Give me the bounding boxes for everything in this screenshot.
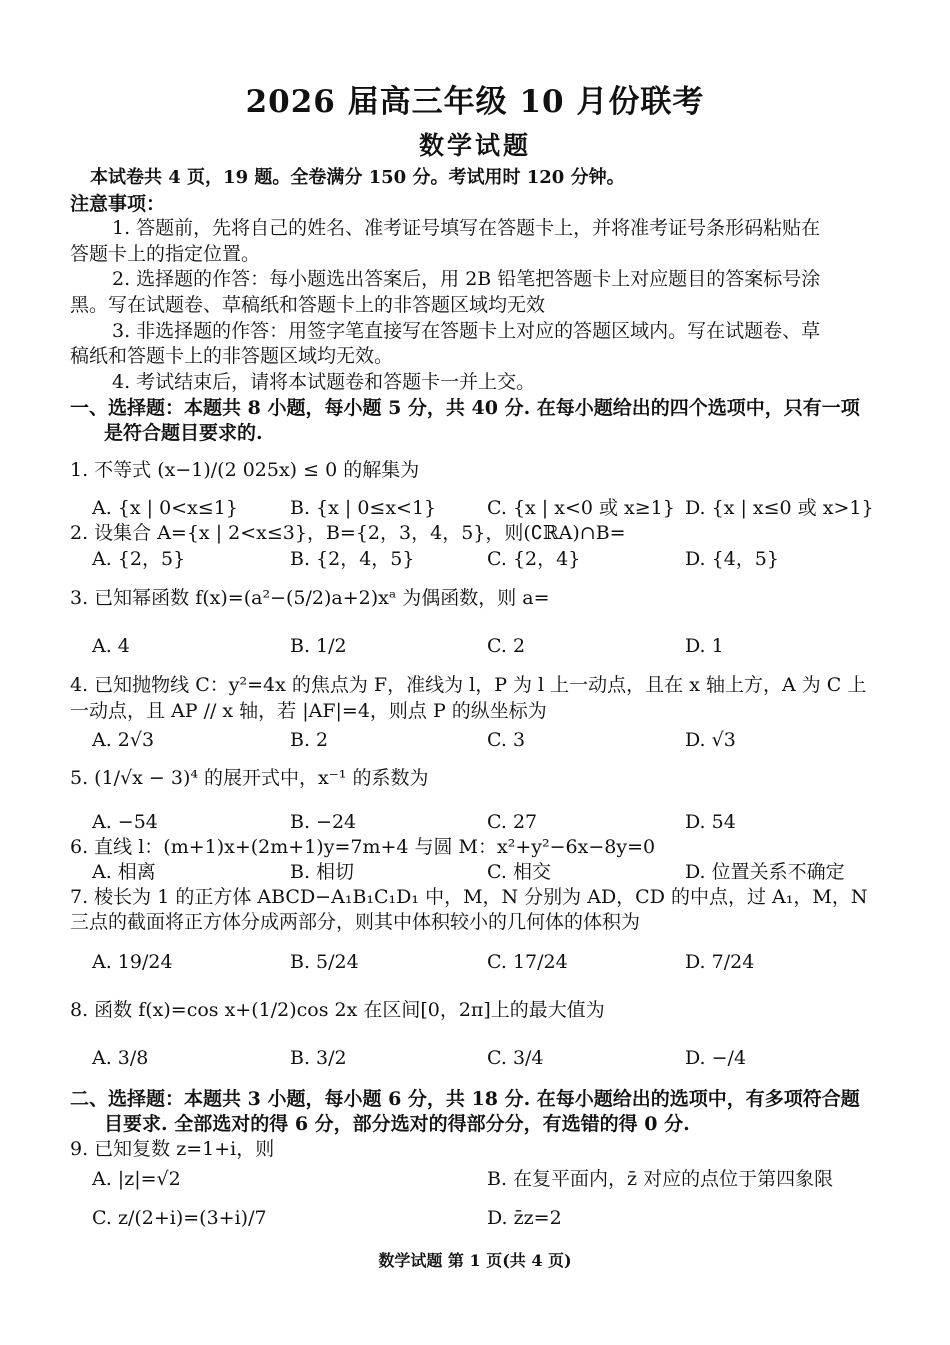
- q7-option-a: A. 19/24: [92, 951, 173, 973]
- q9-option-b: B. 在复平面内，z̄ 对应的点位于第四象限: [487, 1168, 834, 1190]
- note-4: 4. 考试结束后，请将本试题卷和答题卡一并上交。: [112, 371, 536, 393]
- q6-option-d: D. 位置关系不确定: [685, 861, 845, 883]
- q2-stem: 2. 设集合 A={x | 2<x≤3}，B={2，3，4，5}，则(∁ℝA)∩B=: [70, 522, 626, 544]
- q9-option-a: A. |z|=√2: [92, 1168, 181, 1190]
- q8-option-b: B. 3/2: [290, 1047, 347, 1069]
- page-footer: 数学试题 第 1 页(共 4 页): [378, 1251, 572, 1270]
- q1-option-c: C. {x | x<0 或 x≥1}: [487, 497, 675, 519]
- q8-option-c: C. 3/4: [487, 1047, 544, 1069]
- exam-info: 本试卷共 4 页，19 题。全卷满分 150 分。考试用时 120 分钟。: [90, 167, 625, 188]
- q6-option-c: C. 相交: [487, 861, 551, 883]
- section-1-line-1: 一、选择题：本题共 8 小题，每小题 5 分，共 40 分. 在每小题给出的四个选项中，只有一项: [70, 397, 860, 419]
- note-2-line-2: 黑。写在试题卷、草稿纸和答题卡上的非答题区域均无效: [70, 294, 546, 316]
- notes-heading: 注意事项：: [70, 193, 166, 215]
- q6-option-b: B. 相切: [290, 861, 355, 883]
- q4-option-c: C. 3: [487, 729, 526, 751]
- exam-subtitle: 数学试题: [418, 131, 531, 160]
- q8-option-a: A. 3/8: [92, 1047, 149, 1069]
- q7-option-b: B. 5/24: [290, 951, 359, 973]
- note-1-line-2: 答题卡上的指定位置。: [70, 243, 261, 265]
- q4-option-a: A. 2√3: [92, 729, 155, 751]
- q5-option-a: A. −54: [92, 811, 158, 833]
- note-1-line-1: 1. 答题前，先将自己的姓名、准考证号填写在答题卡上，并将准考证号条形码粘贴在: [112, 217, 821, 239]
- section-2-line-1: 二、选择题：本题共 3 小题，每小题 6 分，共 18 分. 在每小题给出的选项中，有多项符合题: [70, 1088, 860, 1110]
- q9-stem: 9. 已知复数 z=1+i，则: [70, 1138, 275, 1160]
- q5-stem: 5. (1/√x − 3)⁴ 的展开式中，x⁻¹ 的系数为: [70, 767, 429, 789]
- q3-option-d: D. 1: [685, 635, 724, 657]
- q3-option-a: A. 4: [92, 635, 130, 657]
- q5-option-c: C. 27: [487, 811, 538, 833]
- note-3-line-2: 稿纸和答题卡上的非答题区域均无效。: [70, 345, 394, 367]
- q1-option-d: D. {x | x≤0 或 x>1}: [685, 497, 874, 519]
- section-1-line-2: 是符合题目要求的.: [104, 422, 263, 444]
- q6-stem: 6. 直线 l：(m+1)x+(2m+1)y=7m+4 与圆 M：x²+y²−6x−8y=0: [70, 836, 656, 858]
- q1-option-a: A. {x | 0<x≤1}: [92, 497, 238, 519]
- q7-option-d: D. 7/24: [685, 951, 755, 973]
- q5-option-b: B. −24: [290, 811, 357, 833]
- note-3-line-1: 3. 非选择题的作答：用签字笔直接写在答题卡上对应的答题区域内。写在试题卷、草: [112, 320, 821, 342]
- q9-option-c: C. z/(2+i)=(3+i)/7: [92, 1207, 267, 1229]
- q8-option-d: D. −/4: [685, 1047, 747, 1069]
- note-2-line-1: 2. 选择题的作答：每小题选出答案后，用 2B 铅笔把答题卡上对应题目的答案标号涂: [112, 268, 821, 290]
- q2-option-a: A. {2，5}: [92, 548, 186, 570]
- q4-option-b: B. 2: [290, 729, 329, 751]
- q3-stem: 3. 已知幂函数 f(x)=(a²−(5/2)a+2)xᵃ 为偶函数，则 a=: [70, 587, 550, 609]
- q3-option-b: B. 1/2: [290, 635, 347, 657]
- q8-stem: 8. 函数 f(x)=cos x+(1/2)cos 2x 在区间[0，2π]上的最大值为: [70, 999, 605, 1021]
- q9-option-d: D. z̄z=2: [487, 1207, 562, 1229]
- q4-stem-line-1: 4. 已知抛物线 C：y²=4x 的焦点为 F，准线为 l，P 为 l 上一动点，且在 x 轴上方，A 为 C 上: [70, 674, 867, 696]
- q1-stem: 1. 不等式 (x−1)/(2 025x) ≤ 0 的解集为: [70, 459, 420, 481]
- q5-option-d: D. 54: [685, 811, 736, 833]
- exam-title: 2026 届高三年级 10 月份联考: [245, 84, 705, 120]
- q7-stem-line-2: 三点的截面将正方体分成两部分，则其中体积较小的几何体的体积为: [70, 911, 641, 933]
- q2-option-c: C. {2，4}: [487, 548, 581, 570]
- section-2-line-2: 目要求. 全部选对的得 6 分，部分选对的得部分分，有选错的得 0 分.: [104, 1113, 690, 1135]
- q4-stem-line-2: 一动点，且 AP // x 轴，若 |AF|=4，则点 P 的纵坐标为: [70, 700, 547, 722]
- q6-option-a: A. 相离: [92, 861, 156, 883]
- q7-stem-line-1: 7. 棱长为 1 的正方体 ABCD−A₁B₁C₁D₁ 中，M，N 分别为 AD，CD 的中点，过 A₁，M，N: [70, 886, 868, 908]
- q2-option-b: B. {2，4，5}: [290, 548, 415, 570]
- q4-option-d: D. √3: [685, 729, 736, 751]
- q2-option-d: D. {4，5}: [685, 548, 779, 570]
- q7-option-c: C. 17/24: [487, 951, 568, 973]
- q1-option-b: B. {x | 0≤x<1}: [290, 497, 437, 519]
- q3-option-c: C. 2: [487, 635, 526, 657]
